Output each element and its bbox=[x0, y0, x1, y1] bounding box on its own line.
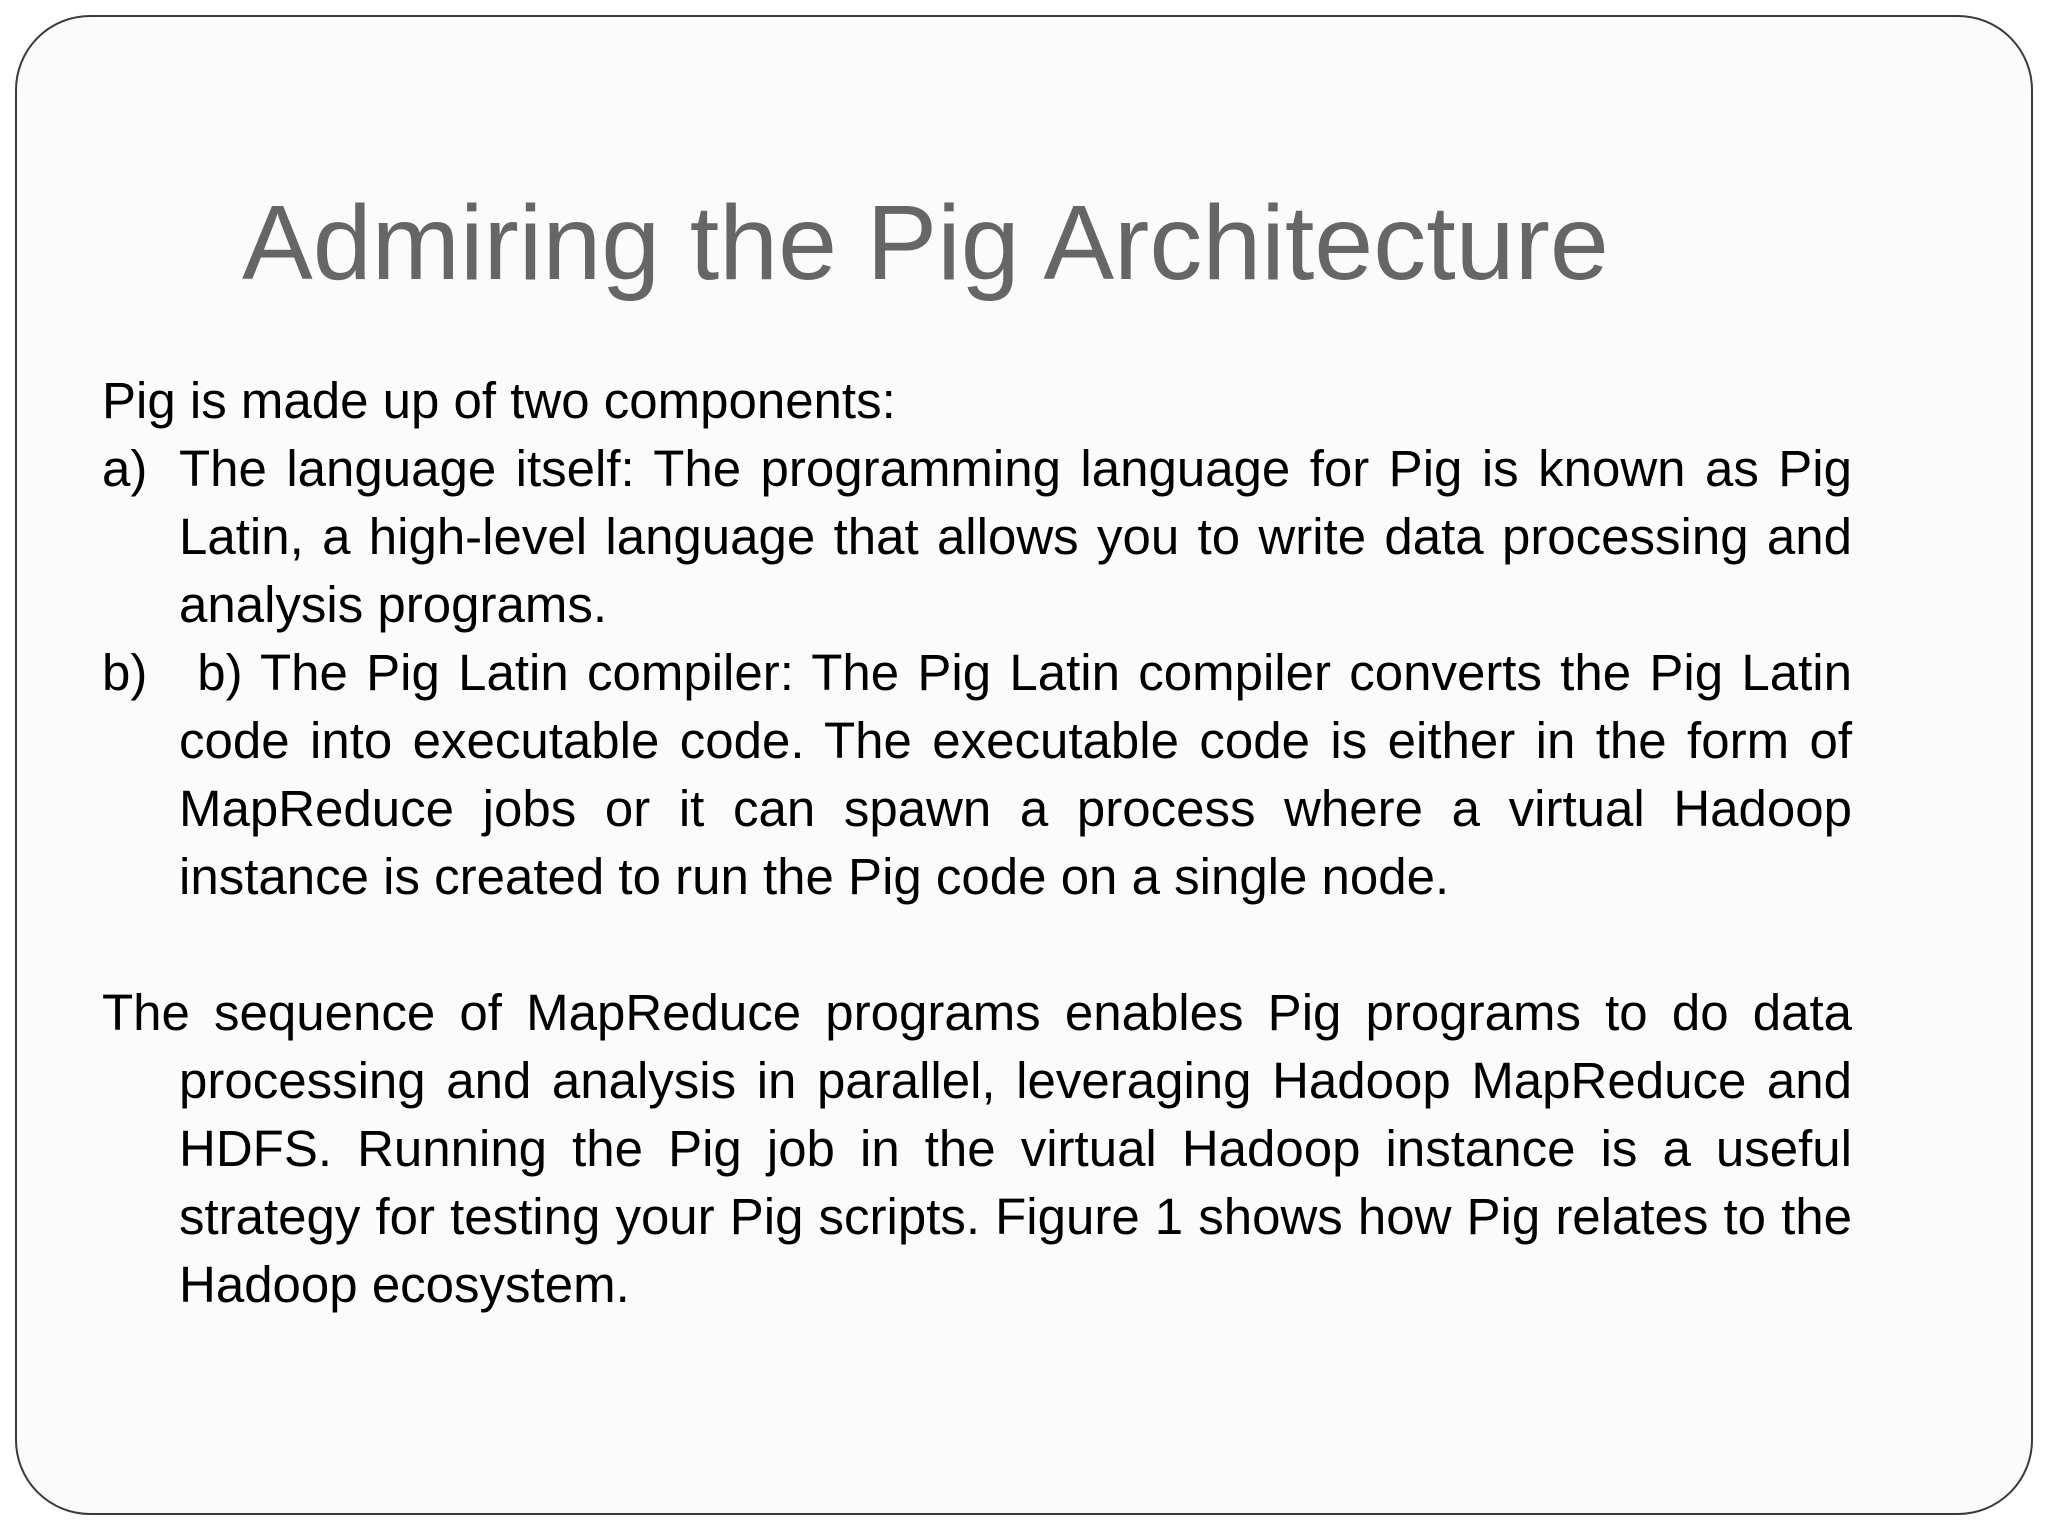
component-list bbox=[102, 435, 1867, 911]
list-item-text: The language itself: The programming language for Pig is known as Pig Latin, a high-level language that allows you to write data processing and analysis programs. bbox=[179, 440, 1852, 633]
paragraph-spacer bbox=[102, 911, 1852, 979]
list-item bbox=[102, 639, 1867, 911]
closing-paragraph: The sequence of MapReduce programs enables Pig programs to do data processing and analysis in parallel, leveraging Hadoop MapReduce and HDFS. Running the Pig job in the virtual Hadoop instance is a useful strategy for testing your Pig scripts. Figure 1 shows how Pig relates to the Hadoop ecosystem. bbox=[102, 984, 1852, 1313]
slide-body bbox=[102, 367, 1867, 1319]
slide-frame bbox=[15, 15, 2033, 1515]
slide-title: Admiring the Pig Architecture bbox=[242, 184, 1609, 302]
list-item-text: b) The Pig Latin compiler: The Pig Latin compiler converts the Pig Latin code into executable code. The executable code is either in the form of MapReduce jobs or it can spawn a process where a virtual Hadoop instance is created to run the Pig code on a single node. bbox=[179, 644, 1867, 905]
intro-text: Pig is made up of two components: bbox=[102, 372, 896, 429]
list-item bbox=[102, 435, 1852, 639]
list-marker: a) bbox=[102, 440, 148, 497]
list-marker: b) bbox=[102, 644, 148, 701]
